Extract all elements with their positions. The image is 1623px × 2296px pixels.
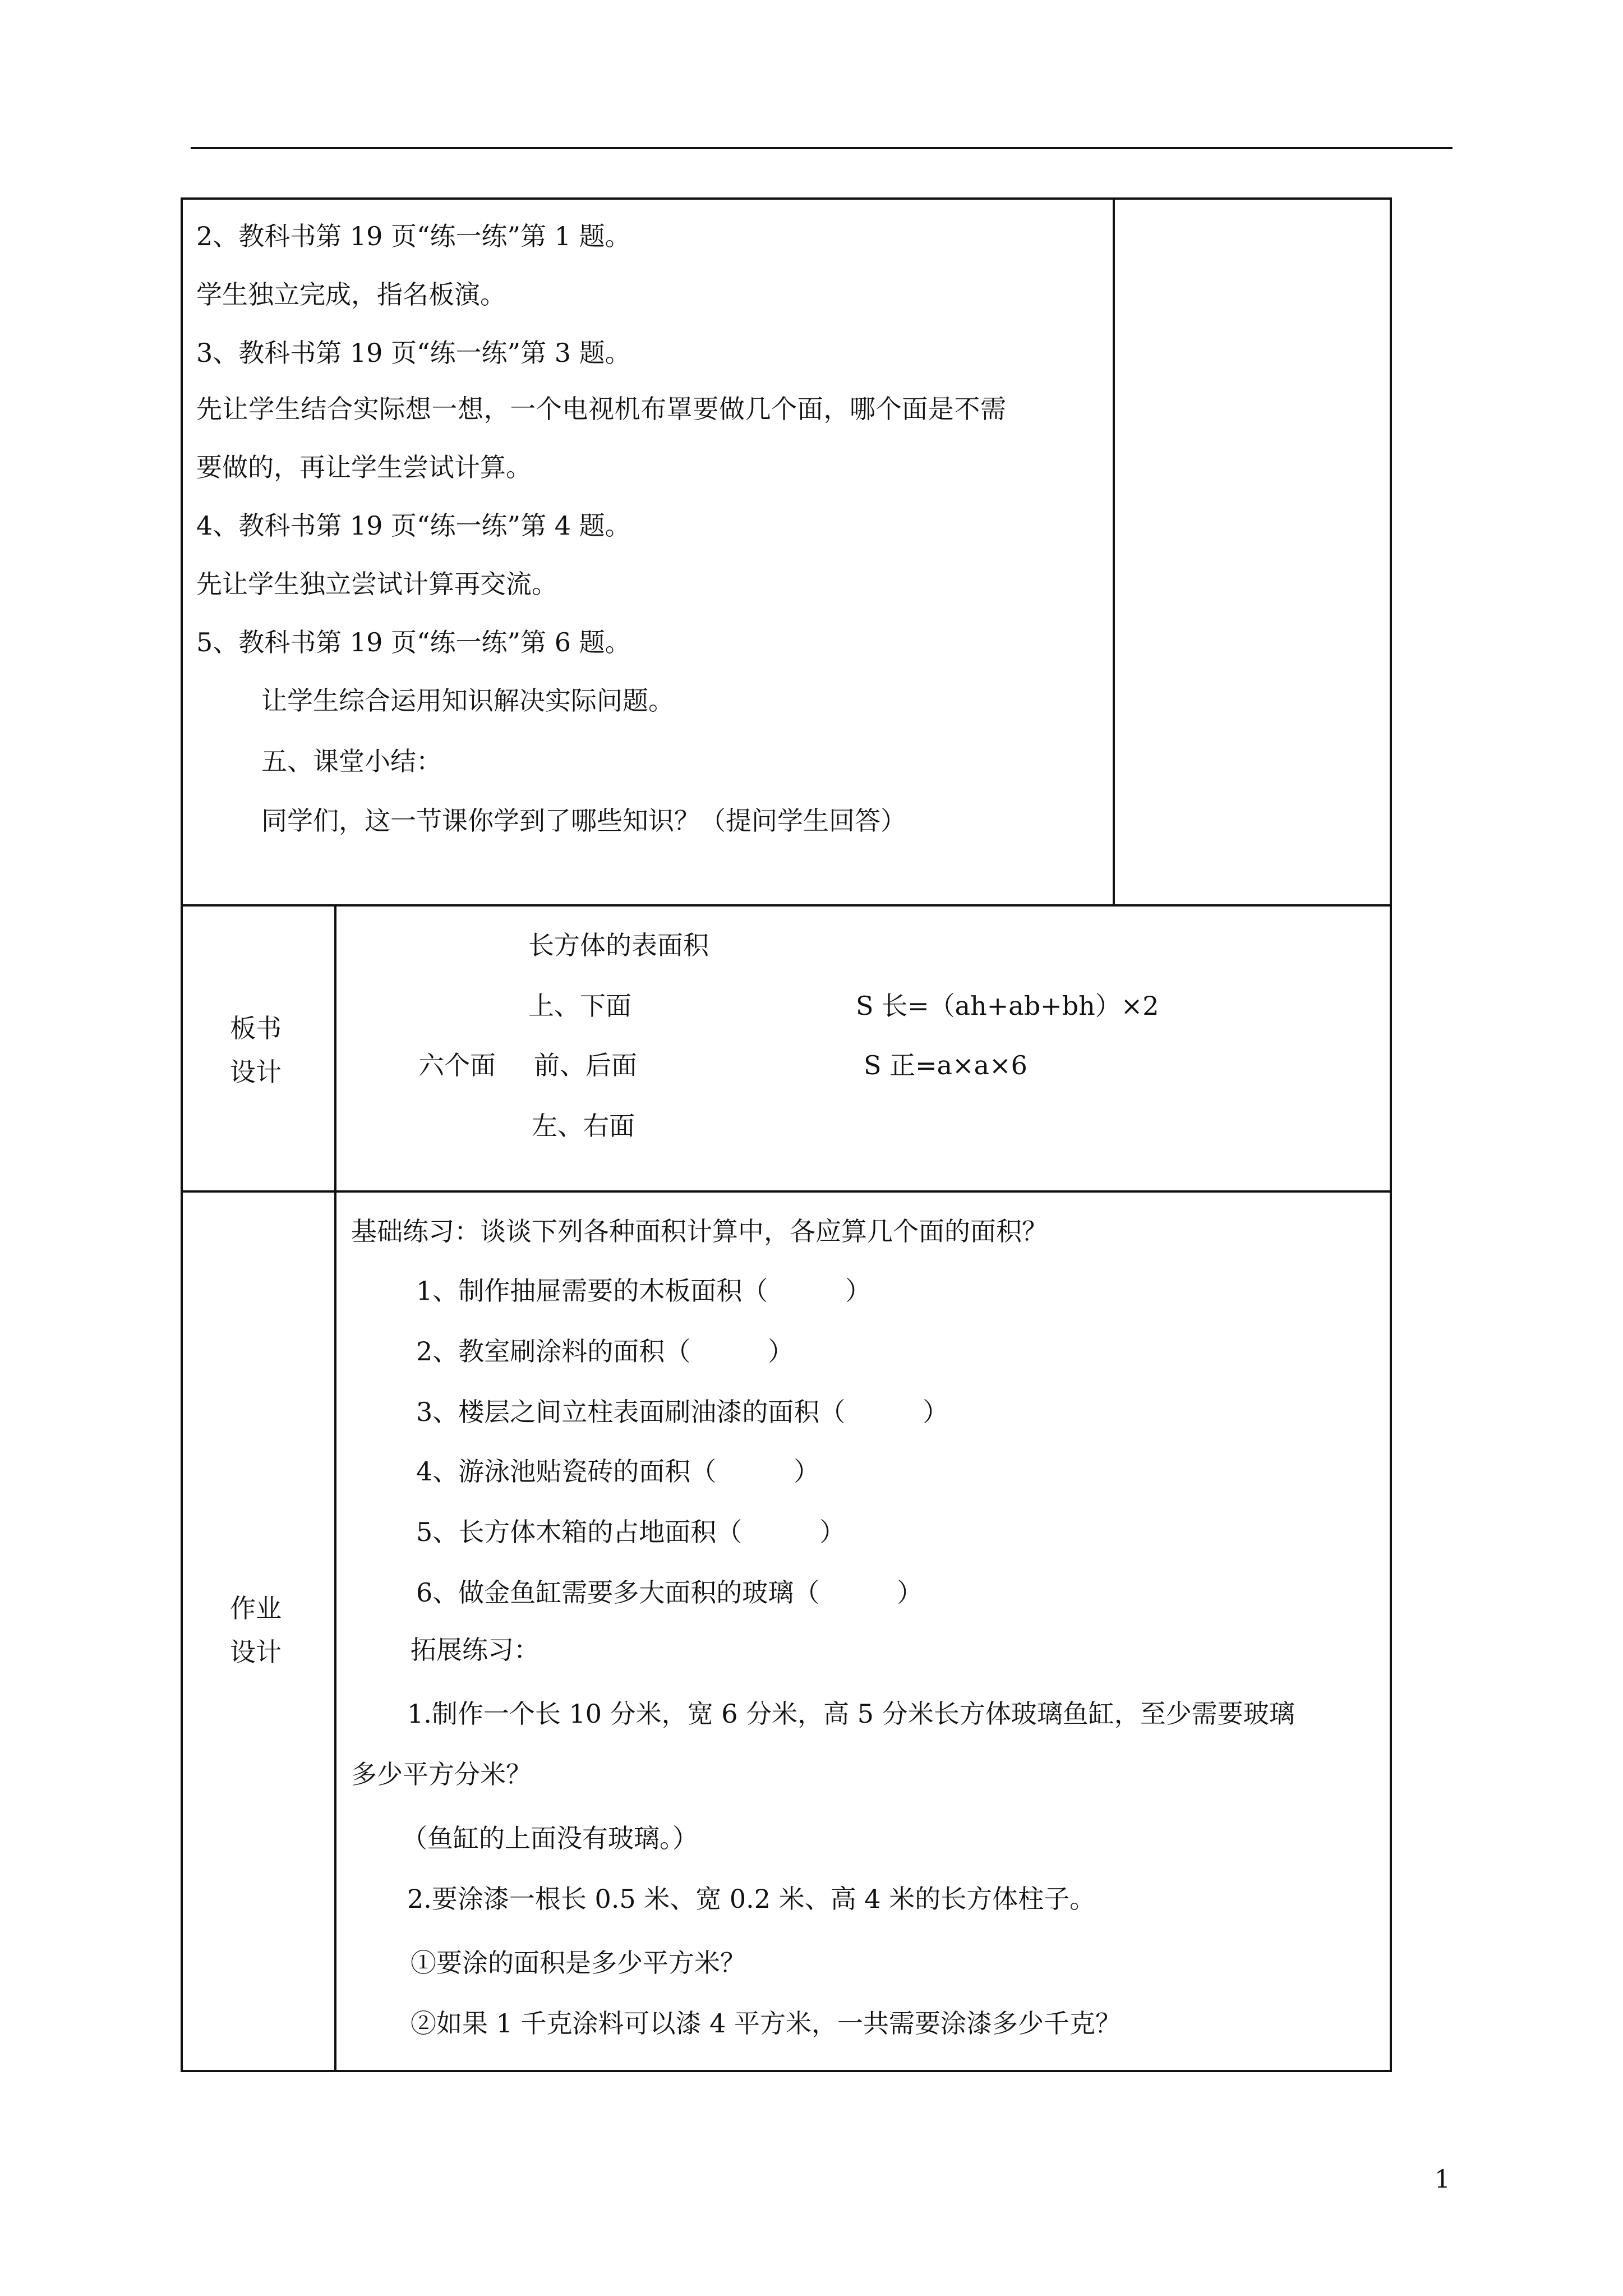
extension-2-q2: ②如果 1 千克涂料可以漆 4 平方米，一共需要涂漆多少千克？ <box>411 2008 1122 2039</box>
basic-item-4: 4、游泳池贴瓷砖的面积（ ） <box>416 1456 820 1487</box>
top-line-6: 4、教科书第 19 页“练一练”第 4 题。 <box>196 510 631 541</box>
basic-practice-intro: 基础练习：谈谈下列各种面积计算中，各应算几个面的面积？ <box>351 1216 1048 1246</box>
board-label-line1: 板书 <box>230 1013 282 1043</box>
page-number: 1 <box>1435 2165 1450 2194</box>
board-label-line2: 设计 <box>230 1057 282 1087</box>
extension-1-line1: 1.制作一个长 10 分米，宽 6 分米，高 5 分米长方体玻璃鱼缸，至少需要玻璃 <box>407 1699 1295 1729</box>
top-line-2: 学生独立完成，指名板演。 <box>196 279 506 310</box>
basic-item-2: 2、教室刷涂料的面积（ ） <box>416 1336 794 1366</box>
basic-item-5: 5、长方体木箱的占地面积（ ） <box>416 1517 846 1547</box>
homework-label-line2: 设计 <box>230 1637 282 1667</box>
basic-item-1: 1、制作抽屉需要的木板面积（ ） <box>416 1276 872 1306</box>
top-line-9: 让学生综合运用知识解决实际问题。 <box>261 685 674 716</box>
top-line-5: 要做的，再让学生尝试计算。 <box>196 452 532 482</box>
extension-2: 2.要涂漆一根长 0.5 米、宽 0.2 米、高 4 米的长方体柱子。 <box>407 1884 1096 1914</box>
board-title: 长方体的表面积 <box>528 930 709 960</box>
extension-title: 拓展练习： <box>411 1635 540 1665</box>
top-line-10: 五、课堂小结： <box>261 746 442 776</box>
top-right-column-divider <box>1113 197 1115 905</box>
extension-1-line2: 多少平方分米？ <box>351 1759 532 1789</box>
extension-1-note: （鱼缸的上面没有玻璃。） <box>402 1823 698 1853</box>
extension-2-q1: ①要涂的面积是多少平方米？ <box>411 1948 746 1978</box>
row-divider-board <box>181 1190 1392 1193</box>
face-left-right: 左、右面 <box>532 1111 635 1141</box>
faces-label: 六个面 <box>418 1050 496 1080</box>
top-line-3: 3、教科书第 19 页“练一练”第 3 题。 <box>196 338 631 368</box>
face-top-bottom: 上、下面 <box>528 991 631 1021</box>
basic-item-6: 6、做金鱼缸需要多大面积的玻璃（ ） <box>416 1577 923 1608</box>
header-rule <box>191 147 1453 149</box>
basic-item-3: 3、楼层之间立柱表面刷油漆的面积（ ） <box>416 1397 949 1427</box>
top-line-7: 先让学生独立尝试计算再交流。 <box>196 569 557 599</box>
top-line-8: 5、教科书第 19 页“练一练”第 6 题。 <box>196 627 631 657</box>
formula-cuboid: S 长=（ah+ab+bh）×2 <box>856 991 1159 1021</box>
top-line-11: 同学们，这一节课你学到了哪些知识？（提问学生回答） <box>261 806 906 836</box>
row-divider-top <box>181 904 1392 907</box>
formula-cube: S 正=a×a×6 <box>864 1050 1027 1080</box>
face-front-back: 前、后面 <box>534 1050 637 1080</box>
top-line-4: 先让学生结合实际想一想，一个电视机布罩要做几个面，哪个面是不需 <box>196 394 1007 424</box>
label-column-divider <box>334 904 336 2072</box>
top-line-1: 2、教科书第 19 页“练一练”第 1 题。 <box>196 221 631 251</box>
homework-label-line1: 作业 <box>230 1593 282 1623</box>
